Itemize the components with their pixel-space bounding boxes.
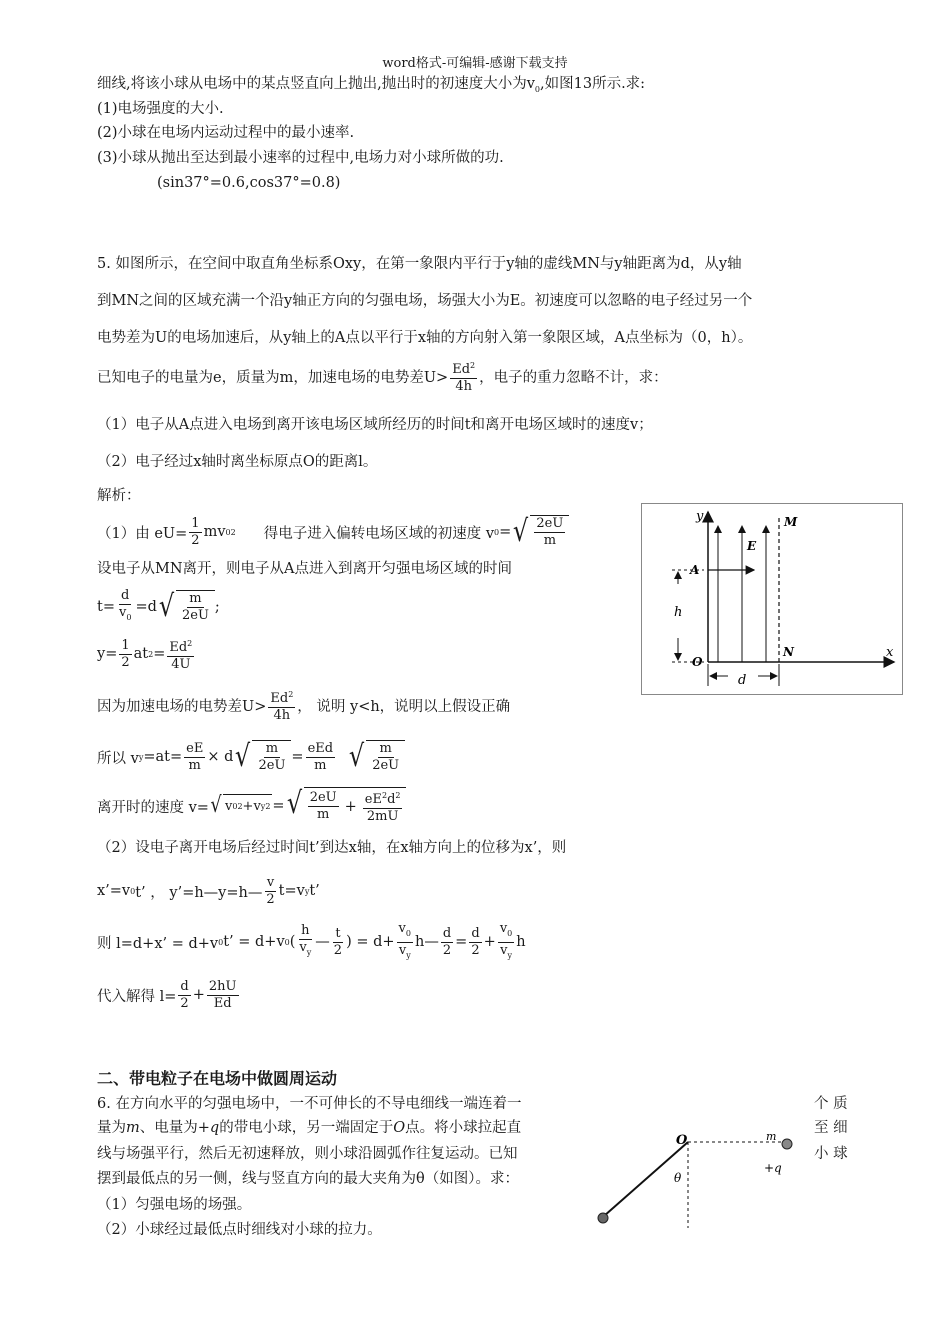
frac-num: m [189, 591, 202, 606]
step5-a: 因为加速电场的电势差U> [97, 698, 267, 715]
fraction-v0-vy-b [498, 921, 514, 964]
p6-l2-m: m [126, 1120, 140, 1136]
sqrt-m-2eu-c [347, 740, 405, 774]
p4-question-1: (1)电场强度的大小. [97, 101, 224, 117]
sqrt-radical: √ [286, 786, 302, 821]
sqrt-radical: √ [210, 793, 222, 818]
fraction-d-v0 [117, 588, 133, 626]
frac-num: 1 [191, 515, 200, 531]
p5-step-3 [97, 585, 220, 629]
step4-a: y= [97, 646, 118, 662]
p5-step-6 [97, 734, 405, 780]
frac-num: eE [186, 740, 204, 756]
frac-num: eE [364, 792, 382, 807]
step11-b: + [192, 987, 205, 1003]
p4-intro-end: ,如图13所示.求: [540, 76, 646, 92]
frac-den: 2 [471, 942, 480, 958]
vy-v: v [253, 799, 261, 814]
frac-num: 1 [121, 637, 130, 653]
fraction-ed2-4u [167, 636, 194, 673]
frac-den: m [543, 533, 557, 548]
step9-c: t=v [278, 883, 305, 899]
frac-den: 4h [273, 707, 291, 723]
step4-c: = [153, 646, 166, 662]
step6-suby: y [138, 752, 144, 762]
label-o: O [676, 1133, 688, 1148]
p4-question-2: (2)小球在电场内运动过程中的最小速率. [97, 125, 355, 141]
step3-b: =d [135, 599, 157, 615]
frac-num: d [180, 978, 189, 994]
fraction-d-2b [469, 926, 481, 959]
step10-c: ( [289, 934, 296, 950]
frac-sub-y: y [406, 950, 411, 960]
section-2-title: 二、带电粒子在电场中做圆周运动 [97, 1069, 338, 1088]
sqrt-m-2eu-b [233, 740, 291, 774]
fraction-h-vy [297, 923, 313, 961]
p5-line-4-a: 已知电子的电量为e，质量为m，加速电场的电势差U> [97, 369, 449, 386]
p5-step-11 [97, 974, 241, 1016]
frac-num: eEd [307, 740, 334, 756]
p6-l2-a: 量为 [97, 1120, 126, 1136]
p5-step-9 [97, 870, 320, 912]
p5-question-2: （2）电子经过x轴时离坐标原点O的距离l。 [97, 454, 378, 470]
step9-b: t’ ， y’=h—y=h— [135, 884, 263, 901]
fraction-d-2 [441, 926, 453, 959]
frac-num: Ed [270, 690, 289, 706]
frac-den: 2 [180, 995, 189, 1011]
sqrt-radical: √ [513, 514, 529, 549]
frac-sub: 0 [507, 928, 513, 938]
frac-den: 2eU [258, 758, 286, 773]
p6-line-2-right: 至 细 [814, 1120, 848, 1136]
step10-f: h— [415, 934, 439, 950]
frac-den: 4U [171, 656, 191, 672]
label-d: d [738, 673, 747, 688]
frac-num: Ed [452, 361, 471, 377]
p5-line-4-b: ，电子的重力忽略不计，求： [479, 369, 668, 386]
frac-den: v [118, 605, 127, 620]
p4-question-3: (3)小球从抛出至达到最小速率的过程中,电场力对小球所做的功. [97, 150, 504, 166]
fraction-ed2-4h [450, 358, 477, 395]
p6-line-1: 6. 在方向水平的匀强电场中，一不可伸长的不导电细线一端连着一 [97, 1096, 522, 1112]
step3-a: t= [97, 599, 115, 615]
fraction-d-2c [178, 979, 190, 1012]
label-m: M [784, 515, 798, 529]
step1-sub0b: 0 [494, 527, 500, 537]
sqrt-radical: √ [235, 739, 251, 774]
frac-num-d: d [387, 792, 396, 807]
step6-b: =at= [143, 749, 183, 765]
label-q: +q [764, 1161, 782, 1175]
p6-question-1: （1）匀强电场的场强。 [97, 1197, 252, 1213]
frac-sup-2: 2 [395, 791, 401, 800]
fraction-v-2 [264, 875, 276, 908]
p6-l2-q: q [209, 1120, 220, 1136]
step6-d: = [291, 749, 304, 765]
p5-line-1: 5. 如图所示，在空间中取直角坐标系Oxy，在第一象限内平行于y轴的虚线MN与y轴距离为d，从y轴 [97, 256, 742, 272]
step1-sub0: 0 [225, 527, 231, 537]
p5-step-7 [97, 783, 406, 829]
vy-sub: y [260, 802, 266, 811]
p5-step-2: 设电子从MN离开，则电子从A点进入到离开匀强电场区域的时间 [97, 561, 513, 577]
frac-den: m [188, 757, 201, 773]
step9-suby: y [304, 886, 310, 896]
step4-sup: 2 [148, 649, 154, 659]
step6-a: 所以 v [97, 750, 139, 767]
fraction-2eu-m-b [308, 790, 339, 823]
fraction-ee-m [184, 741, 205, 774]
frac-num: v [499, 920, 508, 936]
frac-den: 4h [455, 378, 472, 394]
fraction-ee2d2-2mu [363, 788, 403, 825]
frac-sup: 2 [187, 638, 193, 648]
frac-num: m [379, 741, 392, 756]
p6-l2-d: 点。将小球拉起直 [405, 1120, 522, 1136]
frac-sup: 2 [470, 360, 476, 370]
plus-sign: + [242, 799, 254, 814]
p5-line-4 [97, 356, 668, 396]
frac-den: 2 [121, 654, 130, 670]
frac-den: v [398, 942, 407, 958]
p6-l2-o: O [393, 1120, 406, 1136]
frac-den: 2 [266, 891, 275, 907]
label-o: O [692, 655, 703, 669]
fraction-eed-m [306, 741, 336, 774]
figure-p6 [590, 1128, 810, 1238]
p6-line-3-right: 小 球 [814, 1146, 848, 1162]
frac-sup: 2 [381, 791, 388, 800]
p4-intro-text: 细线,将该小球从电场中的某点竖直向上抛出,抛出时的初速度大小为v [97, 76, 535, 92]
p5-step-5 [97, 685, 510, 725]
fraction-1-2b [119, 638, 131, 671]
frac-num: m [265, 741, 279, 756]
p4-given: (sin37°=0.6,cos37°=0.8) [157, 175, 341, 191]
p6-line-3: 线与场强平行，然后无初速释放，则小球沿圆弧作往复运动。已知 [97, 1146, 518, 1162]
fraction-2eu-m [534, 516, 565, 549]
p5-step-10 [97, 920, 526, 964]
frac-sub-y: y [507, 950, 512, 960]
frac-den: 2eU [372, 758, 400, 773]
ball-bottom [598, 1213, 608, 1223]
step1-sup2: 2 [230, 527, 236, 537]
p6-line-1-right: 个 质 [814, 1096, 848, 1112]
figure-p5 [641, 503, 903, 695]
fraction-2hu-ed [207, 979, 239, 1012]
frac-num: v [398, 920, 406, 936]
p6-question-2: （2）小球经过最低点时细线对小球的拉力。 [97, 1222, 382, 1238]
frac-num: Ed [169, 639, 188, 655]
step1-c: 得电子进入偏转电场区域的初速度 v [263, 525, 495, 542]
p5-question-1: （1）电子从A点进入电场到离开该电场区域所经历的时间t和离开电场区域时的速度v； [97, 417, 653, 433]
step7-a: 离开时的速度 v= [97, 799, 209, 816]
fraction-m-2eu-b [256, 741, 287, 774]
sqrt-m-2eu [157, 590, 215, 624]
frac-den: 2 [333, 942, 343, 958]
step9-d: t’ [309, 883, 320, 899]
p5-step-8: （2）设电子离开电场后经过时间t’到达x轴，在x轴方向上的位移为x’，则 [97, 840, 567, 856]
step11-a: 代入解得 l= [97, 988, 177, 1005]
p6-line-4: 摆到最低点的另一侧，线与竖直方向的最大夹角为θ（如图）。求： [97, 1171, 519, 1187]
step10-a: 则 l=d+x’ = d+v [97, 935, 219, 952]
figure-p5-svg [642, 504, 902, 694]
label-n: N [783, 645, 794, 659]
frac-num: 2eU [536, 516, 564, 531]
label-x: x [886, 645, 894, 660]
step10-d: — [315, 934, 330, 950]
frac-num: 2eU [309, 790, 337, 805]
frac-num: d [442, 925, 452, 941]
step1-d: = [499, 524, 512, 540]
label-theta: θ [674, 1171, 682, 1185]
step10-g: = [455, 934, 468, 950]
frac-num: d [121, 588, 130, 603]
label-e: E [747, 539, 757, 553]
p5-step-4 [97, 634, 196, 674]
step6-c: × d [207, 749, 234, 765]
frac-num: 2hU [208, 978, 237, 994]
step10-b: t’ = d+v [223, 934, 285, 950]
frac-num: t [335, 925, 341, 941]
p5-step-1 [97, 512, 569, 552]
frac-sub: 0 [126, 613, 132, 622]
v0-sub: 0 [232, 802, 238, 811]
p5-line-3: 电势差为U的电场加速后，从y轴上的A点以平行于x轴的方向射入第一象限区域，A点坐标为（0，h）。 [97, 330, 753, 346]
step10-sub0b: 0 [284, 937, 290, 947]
label-m: m [766, 1130, 777, 1143]
ball-top [782, 1139, 792, 1149]
sqrt-radical: √ [348, 739, 365, 774]
step9-a: x’=v [97, 883, 131, 899]
frac-den: m [314, 757, 327, 773]
step10-e: ) = d+ [346, 934, 395, 950]
step10-h: + [483, 934, 496, 950]
p5-line-2: 到MN之间的区域充满一个沿y轴正方向的匀强电场，场强大小为E。初速度可以忽略的电子经过另一个 [97, 293, 753, 309]
step1-a: （1）由 eU= [97, 525, 188, 542]
step10-sub0: 0 [218, 937, 224, 947]
p6-l2-b: 、电量为+ [139, 1120, 210, 1136]
frac-den: Ed [213, 995, 232, 1011]
frac-den: 2eU [182, 608, 209, 623]
frac-den: v [299, 940, 307, 955]
page-header: word格式-可编辑-感谢下载支持 [382, 56, 568, 71]
v0-v: v [224, 799, 233, 814]
frac-sup: 2 [288, 689, 294, 699]
fraction-m-2eu [180, 591, 211, 624]
frac-num: h [301, 923, 310, 938]
p6-line-2 [97, 1116, 521, 1140]
frac-sub: 0 [405, 928, 411, 938]
fraction-ed2-4h-b [268, 687, 295, 724]
fraction-1-2 [189, 516, 201, 549]
label-a: A [690, 563, 700, 577]
sqrt-v0-vy [209, 794, 272, 818]
step5-b: ， 说明 y<h，说明以上假设正确 [297, 698, 511, 715]
frac-den: 2 [442, 942, 452, 958]
p4-intro-sub: 0 [534, 85, 541, 94]
frac-den: v [500, 942, 508, 958]
p5-analysis-label: 解析： [97, 488, 141, 504]
v0-sup: 2 [237, 802, 243, 811]
label-y: y [696, 509, 704, 524]
p6-l2-c: 的带电小球，另一端固定于 [219, 1120, 394, 1136]
fraction-t-2 [332, 926, 344, 959]
step9-sub0: 0 [130, 886, 136, 896]
step4-b: at [133, 646, 149, 662]
step3-c: ; [214, 599, 220, 615]
label-h: h [674, 605, 683, 620]
plus-sign: + [344, 798, 357, 815]
vy-sup: 2 [265, 802, 271, 811]
step10-i: h [516, 934, 526, 950]
fraction-v0-vy [397, 921, 413, 964]
frac-den: 2mU [366, 809, 399, 824]
frac-num: d [471, 925, 480, 941]
frac-den: 2 [191, 532, 200, 548]
frac-sub: y [306, 948, 312, 957]
step7-b: = [272, 798, 285, 814]
step1-b: mv [203, 524, 226, 540]
sqrt-2eu-m [511, 515, 569, 549]
sqrt-radical: √ [158, 589, 175, 624]
frac-den: m [317, 807, 330, 822]
fraction-m-2eu-c [370, 741, 401, 774]
frac-num: v [266, 874, 275, 890]
sqrt-final-v [285, 787, 407, 825]
